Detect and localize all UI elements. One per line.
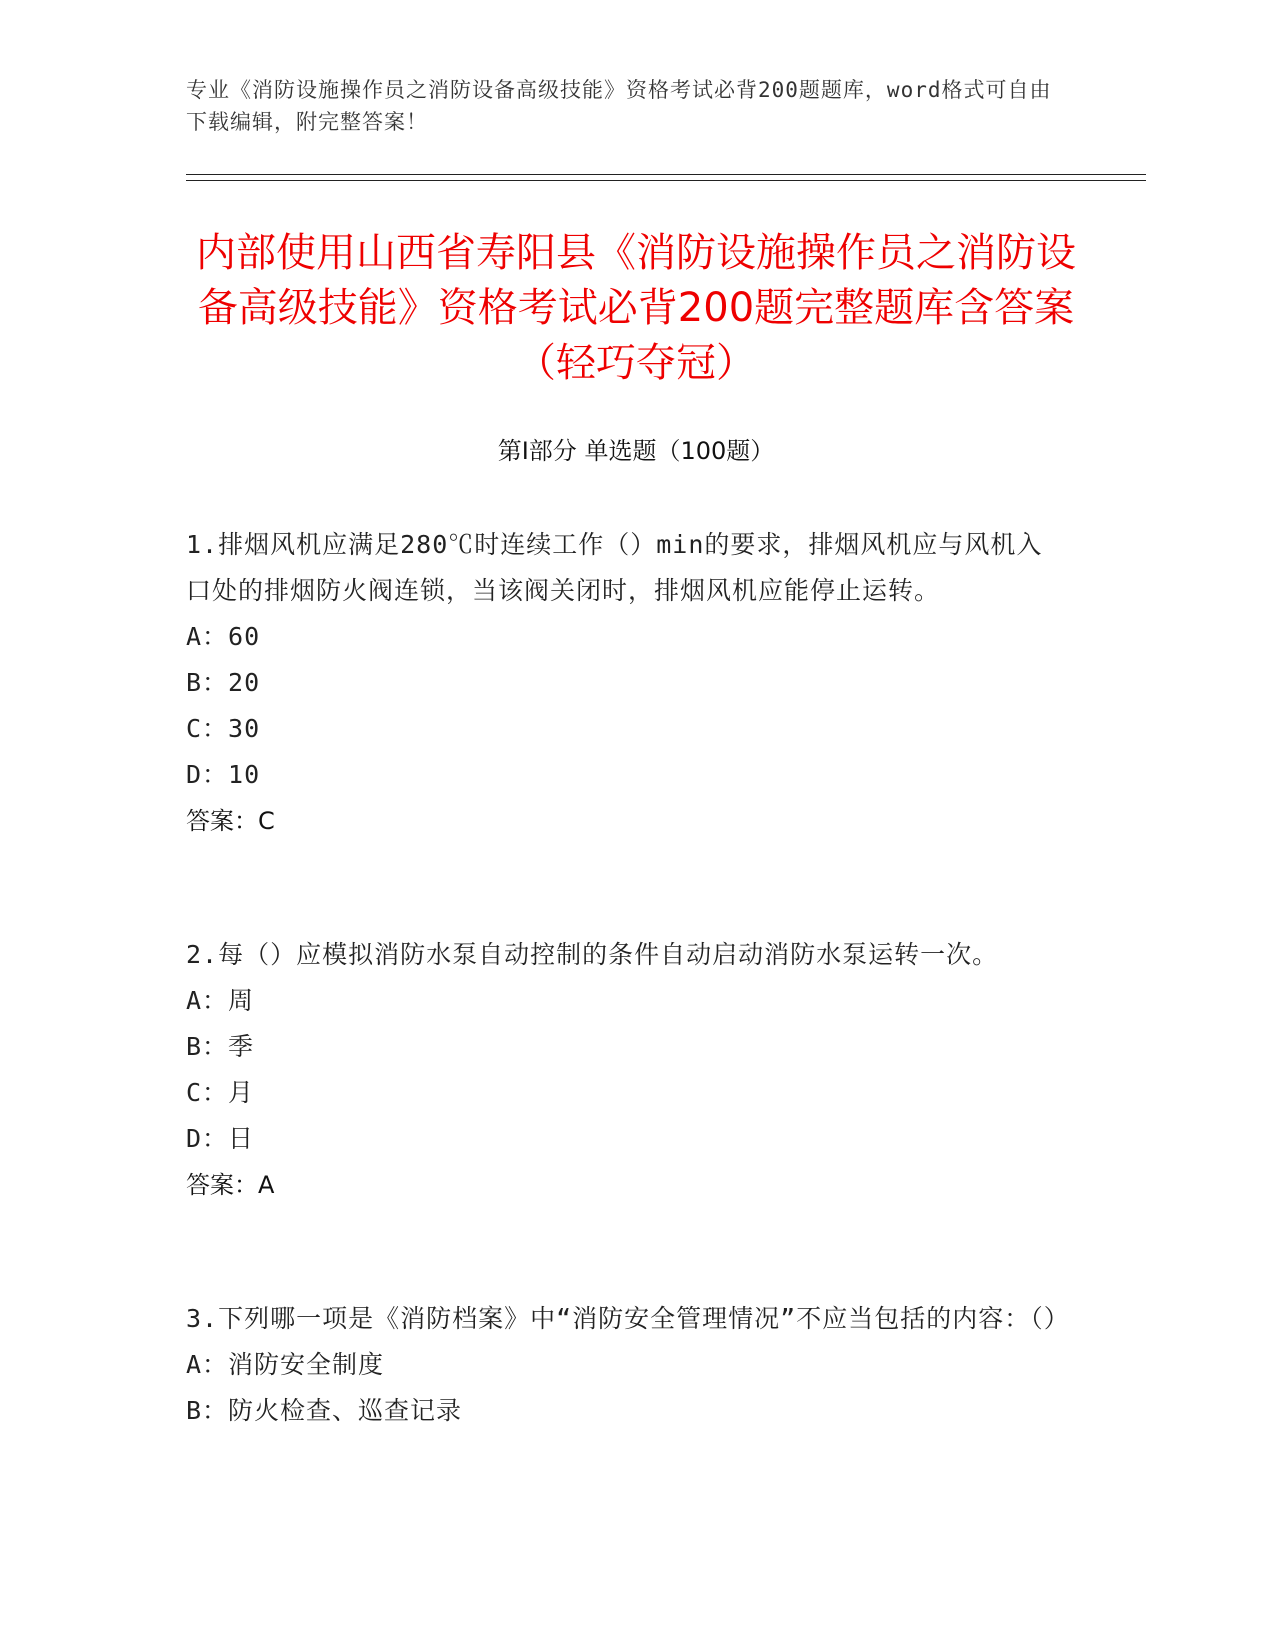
option-d: D：日	[186, 1124, 255, 1153]
option-b: B：季	[186, 1032, 255, 1061]
answer-text: 答案：A	[186, 1171, 275, 1199]
question-stem: 1.排烟风机应满足280℃时连续工作（）min的要求，排烟风机应与风机入口处的排烟防火阀连锁，当该阀关闭时，排烟风机应能停止运转。	[186, 530, 1043, 605]
option-c: C：30	[186, 714, 261, 743]
section-heading: 第Ⅰ部分 单选题（100题）	[497, 437, 775, 465]
question-stem: 2.每（）应模拟消防水泵自动控制的条件自动启动消防水泵运转一次。	[186, 940, 999, 969]
document-title: 内部使用山西省寿阳县《消防设施操作员之消防设备高级技能》资格考试必背200题完整题库含答案（轻巧夺冠）	[196, 230, 1076, 386]
option-b: B：20	[186, 668, 261, 697]
option-b: B：防火检查、巡查记录	[186, 1396, 463, 1425]
option-a: A：消防安全制度	[186, 1350, 385, 1379]
header-divider-top	[186, 174, 1146, 175]
header-divider-bottom	[186, 180, 1146, 181]
header-note: 专业《消防设施操作员之消防设备高级技能》资格考试必背200题题库，word格式可自由下载编辑，附完整答案！	[186, 78, 1052, 134]
question-stem: 3.下列哪一项是《消防档案》中“消防安全管理情况”不应当包括的内容：（）	[186, 1304, 1070, 1333]
question-1	[186, 522, 1066, 844]
option-c: C：月	[186, 1078, 255, 1107]
question-3	[186, 1296, 1070, 1434]
option-d: D：10	[186, 760, 261, 789]
option-a: A：60	[186, 622, 261, 651]
answer-text: 答案：C	[186, 807, 275, 835]
question-2	[186, 932, 1066, 1208]
option-a: A：周	[186, 986, 255, 1015]
